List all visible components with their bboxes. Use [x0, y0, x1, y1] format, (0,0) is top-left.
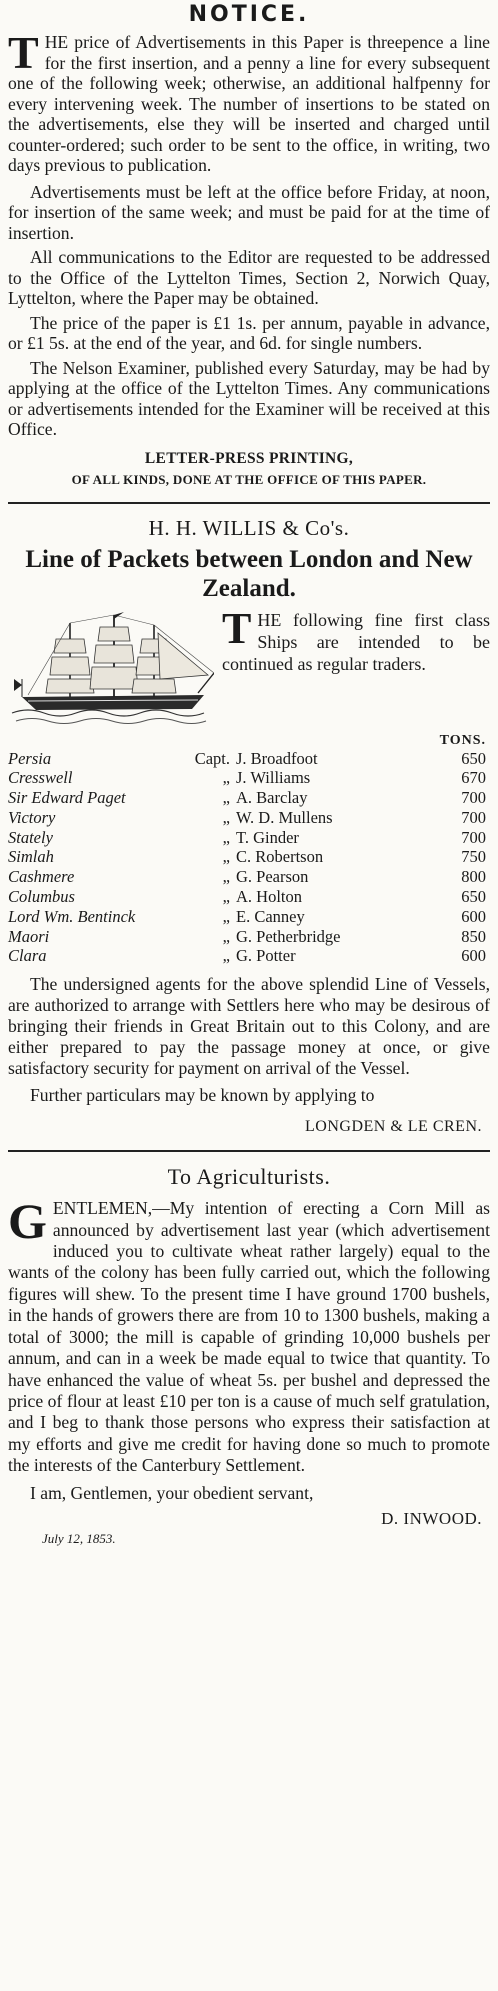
agri-body [8, 1193, 490, 1476]
ship-captain-prefix: „ [222, 847, 230, 867]
ship-row [8, 828, 490, 848]
ship-captain-prefix: „ [222, 887, 230, 907]
agri-signature: D. INWOOD. [381, 1509, 482, 1529]
ship-master: W. D. Mullens [236, 807, 333, 827]
willis-intro [222, 603, 490, 675]
ship-captain-prefix: „ [222, 906, 230, 926]
ship-row [8, 907, 490, 927]
ship-row [8, 946, 490, 966]
ship-tons: 850 [461, 926, 486, 946]
ship-name: Persia [8, 748, 52, 768]
ship-tons: 670 [461, 768, 486, 788]
ship-name: Lord Wm. Bentinck [8, 906, 136, 926]
ship-row [8, 847, 490, 867]
ship-captain-prefix: Capt. [194, 748, 230, 768]
ship-master: A. Barclay [236, 788, 308, 808]
ship-name: Victory [8, 807, 56, 827]
ship-tons: 600 [461, 946, 486, 966]
ship-tons: 650 [461, 748, 486, 768]
ships-table [8, 749, 490, 967]
willis-heading: H. H. WILLIS & Co's. [148, 515, 350, 540]
notice-paragraph-rates [8, 27, 490, 176]
ship-tons: 600 [461, 906, 486, 926]
notice-paragraph-price: The price of the paper is £1 1s. per annum, payable in advance, or £1 5s. at the end of the year, and 6d. for single numbers. [8, 312, 490, 353]
ship-captain-prefix: „ [222, 946, 230, 966]
ship-row [8, 749, 490, 769]
willis-subheading: Line of Packets between London and New Zealand. [25, 545, 473, 602]
section-divider [8, 1150, 490, 1152]
sailing-ship-icon [8, 609, 214, 735]
agri-closing: I am, Gentlemen, your obedient servant, [30, 1482, 314, 1503]
agri-body-text: ENTLEMEN,—My intention of erecting a Corn Mill as announced by advertisement last year (which advertisement induced you to cultivate wheat rather largely) equal to the wants of the colony has been fully carried out, which the following figures will shew. To the present time I have ground 1700 bushels, in the hands of growers there are from 10 to 1300 bushels, making a total of 3000; the mill is capable of grinding 10,000 bushels per annum, and can in a week be made equal to twice that quantity. To have enhanced the value of wheat 5s. per bushel and depressed the price of flour at least £10 per ton is a cause of much self gratulation, and I beg to thank those persons who express their satisfaction at my efforts and give me credit for having done so much to promote the interests of the Canterbury Settlement. [8, 1198, 490, 1476]
ship-row [8, 927, 490, 947]
agriculturists-advertisement [8, 1164, 490, 1547]
agri-heading: To Agriculturists. [167, 1164, 331, 1190]
ship-name: Columbus [8, 887, 75, 907]
willis-signature: LONGDEN & LE CREN. [305, 1118, 482, 1136]
ship-master: G. Petherbridge [236, 926, 341, 946]
ship-master: E. Canney [236, 906, 305, 926]
ship-master: C. Robertson [236, 847, 324, 867]
ship-row [8, 867, 490, 887]
ship-row [8, 887, 490, 907]
ship-name: Clara [8, 946, 47, 966]
willis-advertisement [8, 516, 490, 1137]
ship-captain-prefix: „ [222, 867, 230, 887]
ship-tons: 700 [461, 807, 486, 827]
ship-row [8, 768, 490, 788]
ship-captain-prefix: „ [222, 926, 230, 946]
agri-date: July 12, 1853. [42, 1531, 116, 1547]
ship-captain-prefix: „ [222, 788, 230, 808]
ship-master: J. Williams [236, 768, 311, 788]
ship-name: Simlah [8, 847, 54, 867]
ship-master: G. Pearson [236, 867, 309, 887]
dropcap-t: T [222, 603, 252, 653]
ship-tons: 750 [461, 847, 486, 867]
notice-paragraph-nelson-examiner: The Nelson Examiner, published every Saturday, may be had by applying at the office of the Lyttelton Times. Any communications or advertisements intended for the Examiner will be received at this Office. [8, 357, 490, 439]
ship-tons: 650 [461, 887, 486, 907]
ship-captain-prefix: „ [222, 827, 230, 847]
ship-captain-prefix: „ [222, 807, 230, 827]
ship-master: J. Broadfoot [236, 748, 318, 768]
notice-rates-text: HE price of Advertisements in this Paper is threepence a line for the first insertion, and a penny a line for every subsequent one of the following week; otherwise, an additional halfpenny for every intervening week. The number of insertions to be stated on the advertisements, else they will be inserted and charged until counter-ordered; such order to be sent to the office, in writing, two days previous to publication. [8, 32, 490, 175]
ship-tons: 700 [461, 788, 486, 808]
section-divider [8, 502, 490, 504]
ship-name: Sir Edward Paget [8, 788, 126, 808]
ship-captain-prefix: „ [222, 768, 230, 788]
dropcap-g: G [8, 1193, 47, 1250]
willis-agents-paragraph: The undersigned agents for the above splendid Line of Vessels, are authorized to arrange with Settlers here who may be desirous of bringing their friends in Great Britain out to this Colony, and are either prepared to pay the passage money at once, or give satisfactory security for payment on arrival of the Vessel. [8, 974, 490, 1079]
ship-master: T. Ginder [236, 827, 299, 847]
ship-name: Stately [8, 827, 53, 847]
notice-section [8, 0, 490, 488]
ship-row [8, 788, 490, 808]
dropcap-t: T [8, 27, 39, 78]
willis-further-particulars: Further particulars may be known by applying to [30, 1085, 375, 1106]
ship-intro-block [8, 603, 490, 741]
notice-paragraph-communications: All communications to the Editor are requested to be addressed to the Office of the Lyttelton Times, Section 2, Norwich Quay, Lyttelton, where the Paper may be obtained. [8, 247, 490, 308]
ship-name: Maori [8, 926, 50, 946]
ship-row [8, 808, 490, 828]
notice-paragraph-deadline: Advertisements must be left at the office before Friday, at noon, for insertion of the same week; and must be paid for at the time of insertion. [8, 181, 490, 243]
notice-title: NOTICE. [188, 2, 310, 27]
ship-name: Cresswell [8, 768, 73, 788]
ship-master: A. Holton [236, 887, 302, 907]
newspaper-column [8, 0, 490, 1547]
ship-name: Cashmere [8, 867, 75, 887]
printing-subheading: OF ALL KINDS, DONE AT THE OFFICE OF THIS PAPER. [71, 471, 427, 487]
ship-master: G. Potter [236, 946, 296, 966]
printing-heading: LETTER-PRESS PRINTING, [144, 449, 354, 467]
tons-column-label: TONS. [439, 732, 486, 748]
ship-tons: 800 [461, 867, 486, 887]
willis-intro-text: HE following fine first class Ships are intended to be continued as regular traders. [222, 609, 490, 674]
ship-tons: 700 [461, 827, 486, 847]
